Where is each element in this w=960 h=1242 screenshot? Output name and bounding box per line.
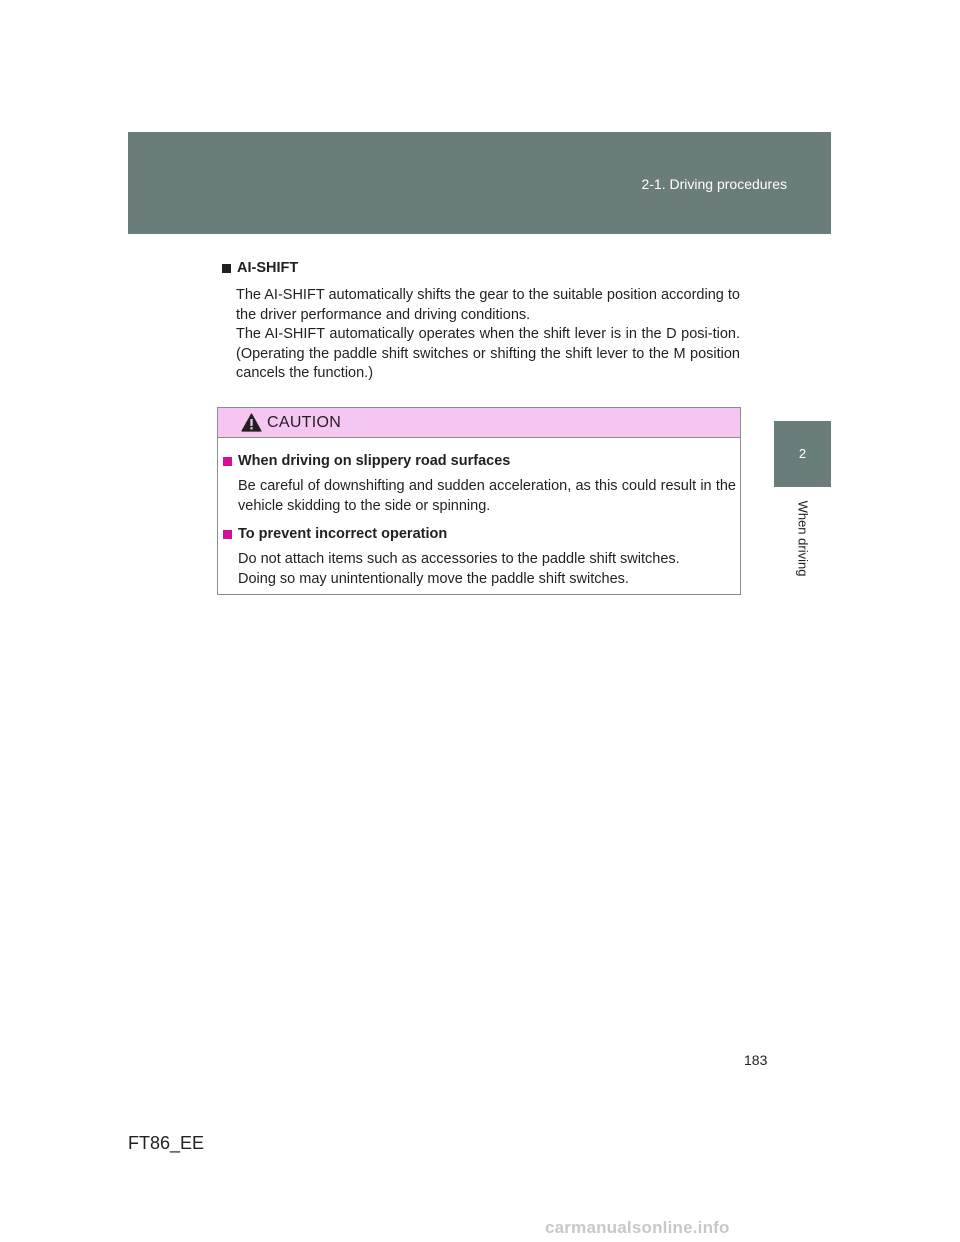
caution-paragraph: Doing so may unintentionally move the paddle shift switches. bbox=[238, 570, 629, 587]
caution-title: CAUTION bbox=[267, 413, 342, 431]
ai-shift-heading-text: AI-SHIFT bbox=[237, 260, 299, 276]
square-bullet-icon bbox=[223, 530, 232, 539]
chapter-tab-label bbox=[774, 488, 831, 588]
page-number: 183 bbox=[744, 1052, 768, 1068]
caution-item-heading-text: When driving on slippery road surfaces bbox=[238, 453, 511, 469]
caution-item-heading bbox=[223, 451, 736, 471]
caution-box bbox=[217, 407, 741, 595]
watermark: carmanualsonline.info bbox=[545, 1218, 730, 1237]
document-code: FT86_EE bbox=[128, 1133, 205, 1153]
square-bullet-icon bbox=[223, 457, 232, 466]
warning-triangle-icon bbox=[241, 413, 262, 432]
caution-item-heading bbox=[223, 524, 736, 544]
ai-shift-heading bbox=[222, 258, 740, 278]
ai-shift-body bbox=[236, 286, 740, 384]
caution-item-text bbox=[238, 550, 736, 589]
caution-item-slippery-roads bbox=[223, 451, 736, 516]
caution-body bbox=[218, 438, 740, 589]
header-band bbox=[128, 132, 831, 234]
caution-paragraph: Be careful of downshifting and sudden acceleration, as this could result in the vehicle skidding to the side or spinning. bbox=[238, 478, 736, 514]
section-title: 2-1. Driving procedures bbox=[641, 176, 787, 192]
ai-shift-paragraph: The AI-SHIFT automatically operates when the shift lever is in the D posi-tion. (Operating the paddle shift switches or shifting the shift lever to the M position cancels the function.) bbox=[236, 326, 740, 381]
caution-item-text bbox=[238, 477, 736, 516]
caution-paragraph: Do not attach items such as accessories to the paddle shift switches. bbox=[238, 551, 680, 567]
caution-item-heading-text: To prevent incorrect operation bbox=[238, 526, 448, 542]
caution-item-incorrect-operation bbox=[223, 524, 736, 589]
ai-shift-paragraph: The AI-SHIFT automatically shifts the gear to the suitable position according to the driver performance and driving conditions. bbox=[236, 287, 740, 323]
chapter-tab-number: 2 bbox=[774, 421, 831, 487]
caution-header bbox=[218, 408, 740, 438]
ai-shift-section bbox=[222, 258, 740, 384]
square-bullet-icon bbox=[222, 264, 231, 273]
chapter-label-text: When driving bbox=[795, 500, 810, 576]
